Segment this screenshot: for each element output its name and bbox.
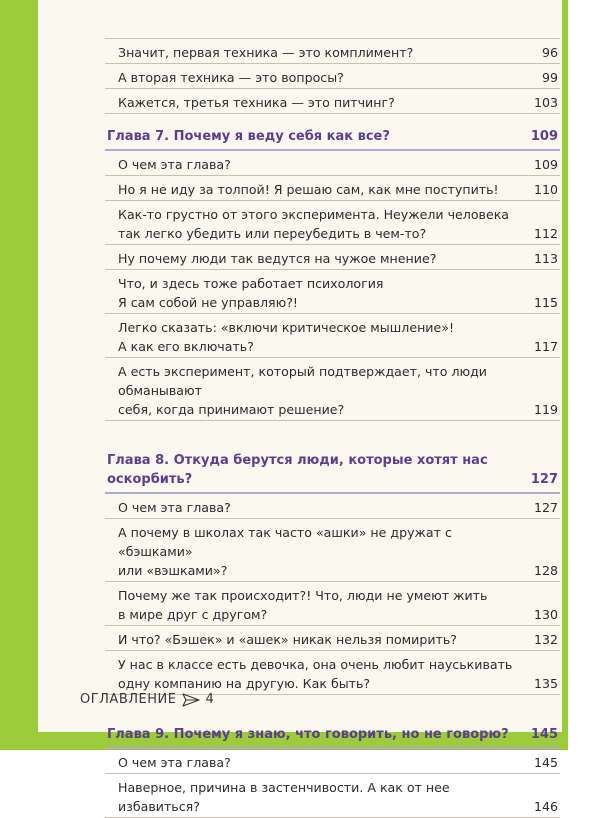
toc-row: [105, 582, 560, 626]
toc-row: [105, 651, 560, 695]
toc-row-page: 109: [533, 157, 558, 172]
toc-row: [105, 245, 560, 270]
toc-row: [105, 494, 560, 519]
toc-row-page: 96: [541, 45, 558, 60]
toc-row-text: Почему же так происходит?! Что, люди не умеют жить: [118, 588, 488, 603]
toc-row-page: 132: [533, 632, 558, 647]
toc-row: [105, 314, 560, 358]
toc-row-text: себя, когда принимают решение?: [118, 402, 345, 417]
chapter-7-section: [105, 123, 560, 421]
toc-row-page: 119: [533, 402, 558, 417]
chapter-9-section: [105, 721, 560, 818]
toc-row: [105, 749, 560, 774]
toc-row-text: А вторая техника — это вопросы?: [118, 70, 344, 85]
toc-row-text: А почему в школах так часто «ашки» не дружат с «бэшками»: [118, 525, 452, 559]
toc-row-page: 117: [533, 339, 558, 354]
toc-row-page: 127: [533, 500, 558, 515]
book-page: [38, 0, 562, 814]
toc-row: [105, 358, 560, 421]
toc-row-page: 115: [533, 295, 558, 310]
page-footer: [80, 692, 214, 707]
chapter-page: 127: [530, 472, 558, 487]
toc-row: [105, 89, 560, 114]
toc-row: [105, 176, 560, 201]
chapter-title: Глава 8. Откуда берутся люди, которые хотят нас оскорбить?: [107, 453, 488, 487]
toc-row-text: О чем эта глава?: [118, 500, 231, 515]
toc-row: [105, 64, 560, 89]
toc-row-text: одну компанию на другую. Как быть?: [118, 676, 371, 691]
toc-row-text: Как-то грустно от этого эксперимента. Неужели человека: [118, 207, 510, 222]
toc-row: [105, 626, 560, 651]
toc-row: [105, 519, 560, 582]
chapter-heading: [105, 123, 560, 151]
toc-row: [105, 151, 560, 176]
toc-row-page: 145: [533, 755, 558, 770]
toc-row-text: У нас в классе есть девочка, она очень любит науськивать: [118, 657, 513, 672]
toc-row: [105, 774, 560, 818]
chapter-title: Глава 7. Почему я веду себя как все?: [107, 129, 390, 144]
toc-row: [105, 38, 560, 64]
chapter-page: 145: [530, 727, 558, 742]
toc-row-text: А есть эксперимент, который подтверждает, что люди обманывают: [118, 364, 487, 398]
toc-row-page: 130: [533, 607, 558, 622]
toc-row-page: 113: [533, 251, 558, 266]
toc-row-text: или «вэшками»?: [118, 563, 228, 578]
toc-row-text: Легко сказать: «включи критическое мышление»!: [118, 320, 454, 335]
toc-row-page: 99: [541, 70, 558, 85]
chapter-heading: [105, 447, 560, 494]
toc-row-text: Наверное, причина в застенчивости. А как от нее избавиться?: [118, 780, 450, 814]
toc-row-text: А как его включать?: [118, 339, 254, 354]
toc-row-page: 146: [533, 799, 558, 814]
toc-row-page: 103: [533, 95, 558, 110]
toc-row-text: в мире друг с другом?: [118, 607, 268, 622]
toc-row: [105, 270, 560, 314]
toc-row-text: так легко убедить или переубедить в чем-то?: [118, 226, 427, 241]
toc-row-text: Я сам собой не управляю?!: [118, 295, 298, 310]
toc-row-page: 128: [533, 563, 558, 578]
toc-row-text: Что, и здесь тоже работает психология: [118, 276, 384, 291]
toc-row: [105, 201, 560, 245]
toc-row-text: О чем эта глава?: [118, 755, 231, 770]
toc-row-page: 135: [533, 676, 558, 691]
toc-row-text: Значит, первая техника — это комплимент?: [118, 45, 414, 60]
footer-page-number: 4: [205, 692, 215, 707]
chapter-title: Глава 9. Почему я знаю, что говорить, но не говорю?: [107, 727, 509, 742]
top-rows: [105, 38, 560, 114]
footer-label: ОГЛАВЛЕНИЕ: [80, 692, 177, 707]
chapter-8-section: [105, 447, 560, 695]
paper-plane-icon: [182, 693, 200, 707]
toc-row-text: О чем эта глава?: [118, 157, 231, 172]
toc-row-text: Кажется, третья техника — это питчинг?: [118, 95, 395, 110]
chapter-heading: [105, 721, 560, 749]
toc-row-text: Но я не иду за толпой! Я решаю сам, как мне поступить!: [118, 182, 499, 197]
toc-row-page: 110: [533, 182, 558, 197]
toc-row-text: И что? «Бэшек» и «ашек» никак нельзя помирить?: [118, 632, 457, 647]
toc-row-page: 112: [533, 226, 558, 241]
chapter-page: 109: [530, 129, 558, 144]
toc-row-text: Ну почему люди так ведутся на чужое мнение?: [118, 251, 437, 266]
